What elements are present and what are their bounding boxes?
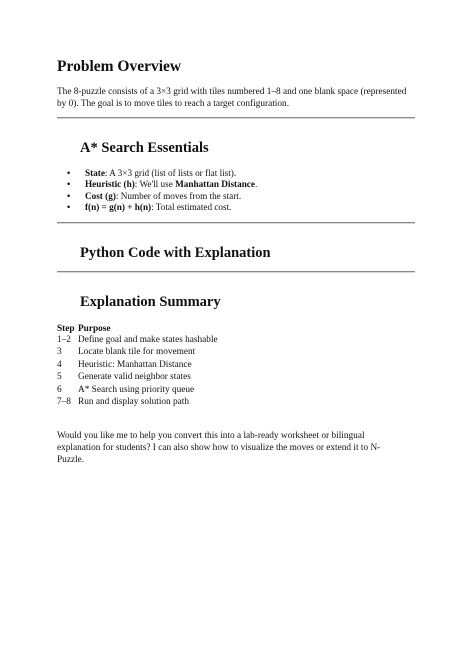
bullet-term: Heuristic (h) xyxy=(85,179,135,190)
paragraph-line: Would you like me to help you convert this into a lab-ready worksheet or bilingual xyxy=(57,431,365,441)
list-item xyxy=(65,191,257,202)
list-item xyxy=(65,168,257,179)
bullet-text: : A 3×3 grid (list of lists or flat list). xyxy=(104,168,237,178)
closing-paragraph xyxy=(57,430,419,466)
list-item xyxy=(65,202,257,213)
bullet-text: : We'll use xyxy=(134,179,176,190)
astar-essentials-list xyxy=(65,168,257,213)
purpose-cell: Locate blank tile for movement xyxy=(78,347,196,358)
table-row xyxy=(57,397,218,409)
bullet-term: State xyxy=(85,168,105,178)
table-row xyxy=(57,385,218,397)
table-row xyxy=(57,335,218,347)
table-row xyxy=(57,360,218,372)
horizontal-rule xyxy=(57,117,415,119)
column-header-purpose: Purpose xyxy=(78,323,111,334)
column-header-step: Step xyxy=(57,323,75,334)
astar-essentials-heading: A* Search Essentials xyxy=(80,140,209,156)
bullet-term: f(n) = g(n) + h(n) xyxy=(85,201,152,212)
paragraph-line: Puzzle. xyxy=(57,455,85,465)
problem-overview-heading: Problem Overview xyxy=(57,58,182,75)
explanation-summary-heading: Explanation Summary xyxy=(80,294,221,310)
paragraph-line: The 8-puzzle consists of a 3×3 grid with tiles numbered 1–8 and one blank space (represented xyxy=(57,87,407,97)
list-item xyxy=(65,179,257,190)
purpose-cell: A* Search using priority queue xyxy=(78,384,195,395)
table-row xyxy=(57,372,218,384)
horizontal-rule xyxy=(57,222,415,224)
step-cell: 3 xyxy=(57,347,62,358)
purpose-cell: Run and display solution path xyxy=(78,396,190,407)
bullet-tail: . xyxy=(254,179,258,190)
step-cell: 4 xyxy=(57,359,62,370)
bullet-term: Cost (g) xyxy=(85,190,116,201)
purpose-cell: Generate valid neighbor states xyxy=(78,372,191,383)
bullet-text: : Total estimated cost. xyxy=(151,201,232,212)
step-cell: 5 xyxy=(57,372,62,383)
problem-overview-paragraph xyxy=(57,86,419,110)
step-cell: 1–2 xyxy=(57,335,71,345)
paragraph-line: by 0). The goal is to move tiles to reach a target configuration. xyxy=(57,99,290,109)
python-code-heading: Python Code with Explanation xyxy=(80,245,271,261)
table-header-row xyxy=(57,322,218,335)
explanation-summary-table xyxy=(57,322,218,409)
paragraph-line: explanation for students? I can also show how to visualize the moves or extend it to N- xyxy=(57,443,381,453)
bullet-emphasis: Manhattan Distance xyxy=(175,179,255,190)
purpose-cell: Heuristic: Manhattan Distance xyxy=(78,359,192,370)
step-cell: 6 xyxy=(57,384,62,395)
bullet-text: : Number of moves from the start. xyxy=(115,190,242,201)
horizontal-rule xyxy=(57,271,415,273)
step-cell: 7–8 xyxy=(57,396,71,407)
table-row xyxy=(57,347,218,359)
purpose-cell: Define goal and make states hashable xyxy=(78,335,218,345)
